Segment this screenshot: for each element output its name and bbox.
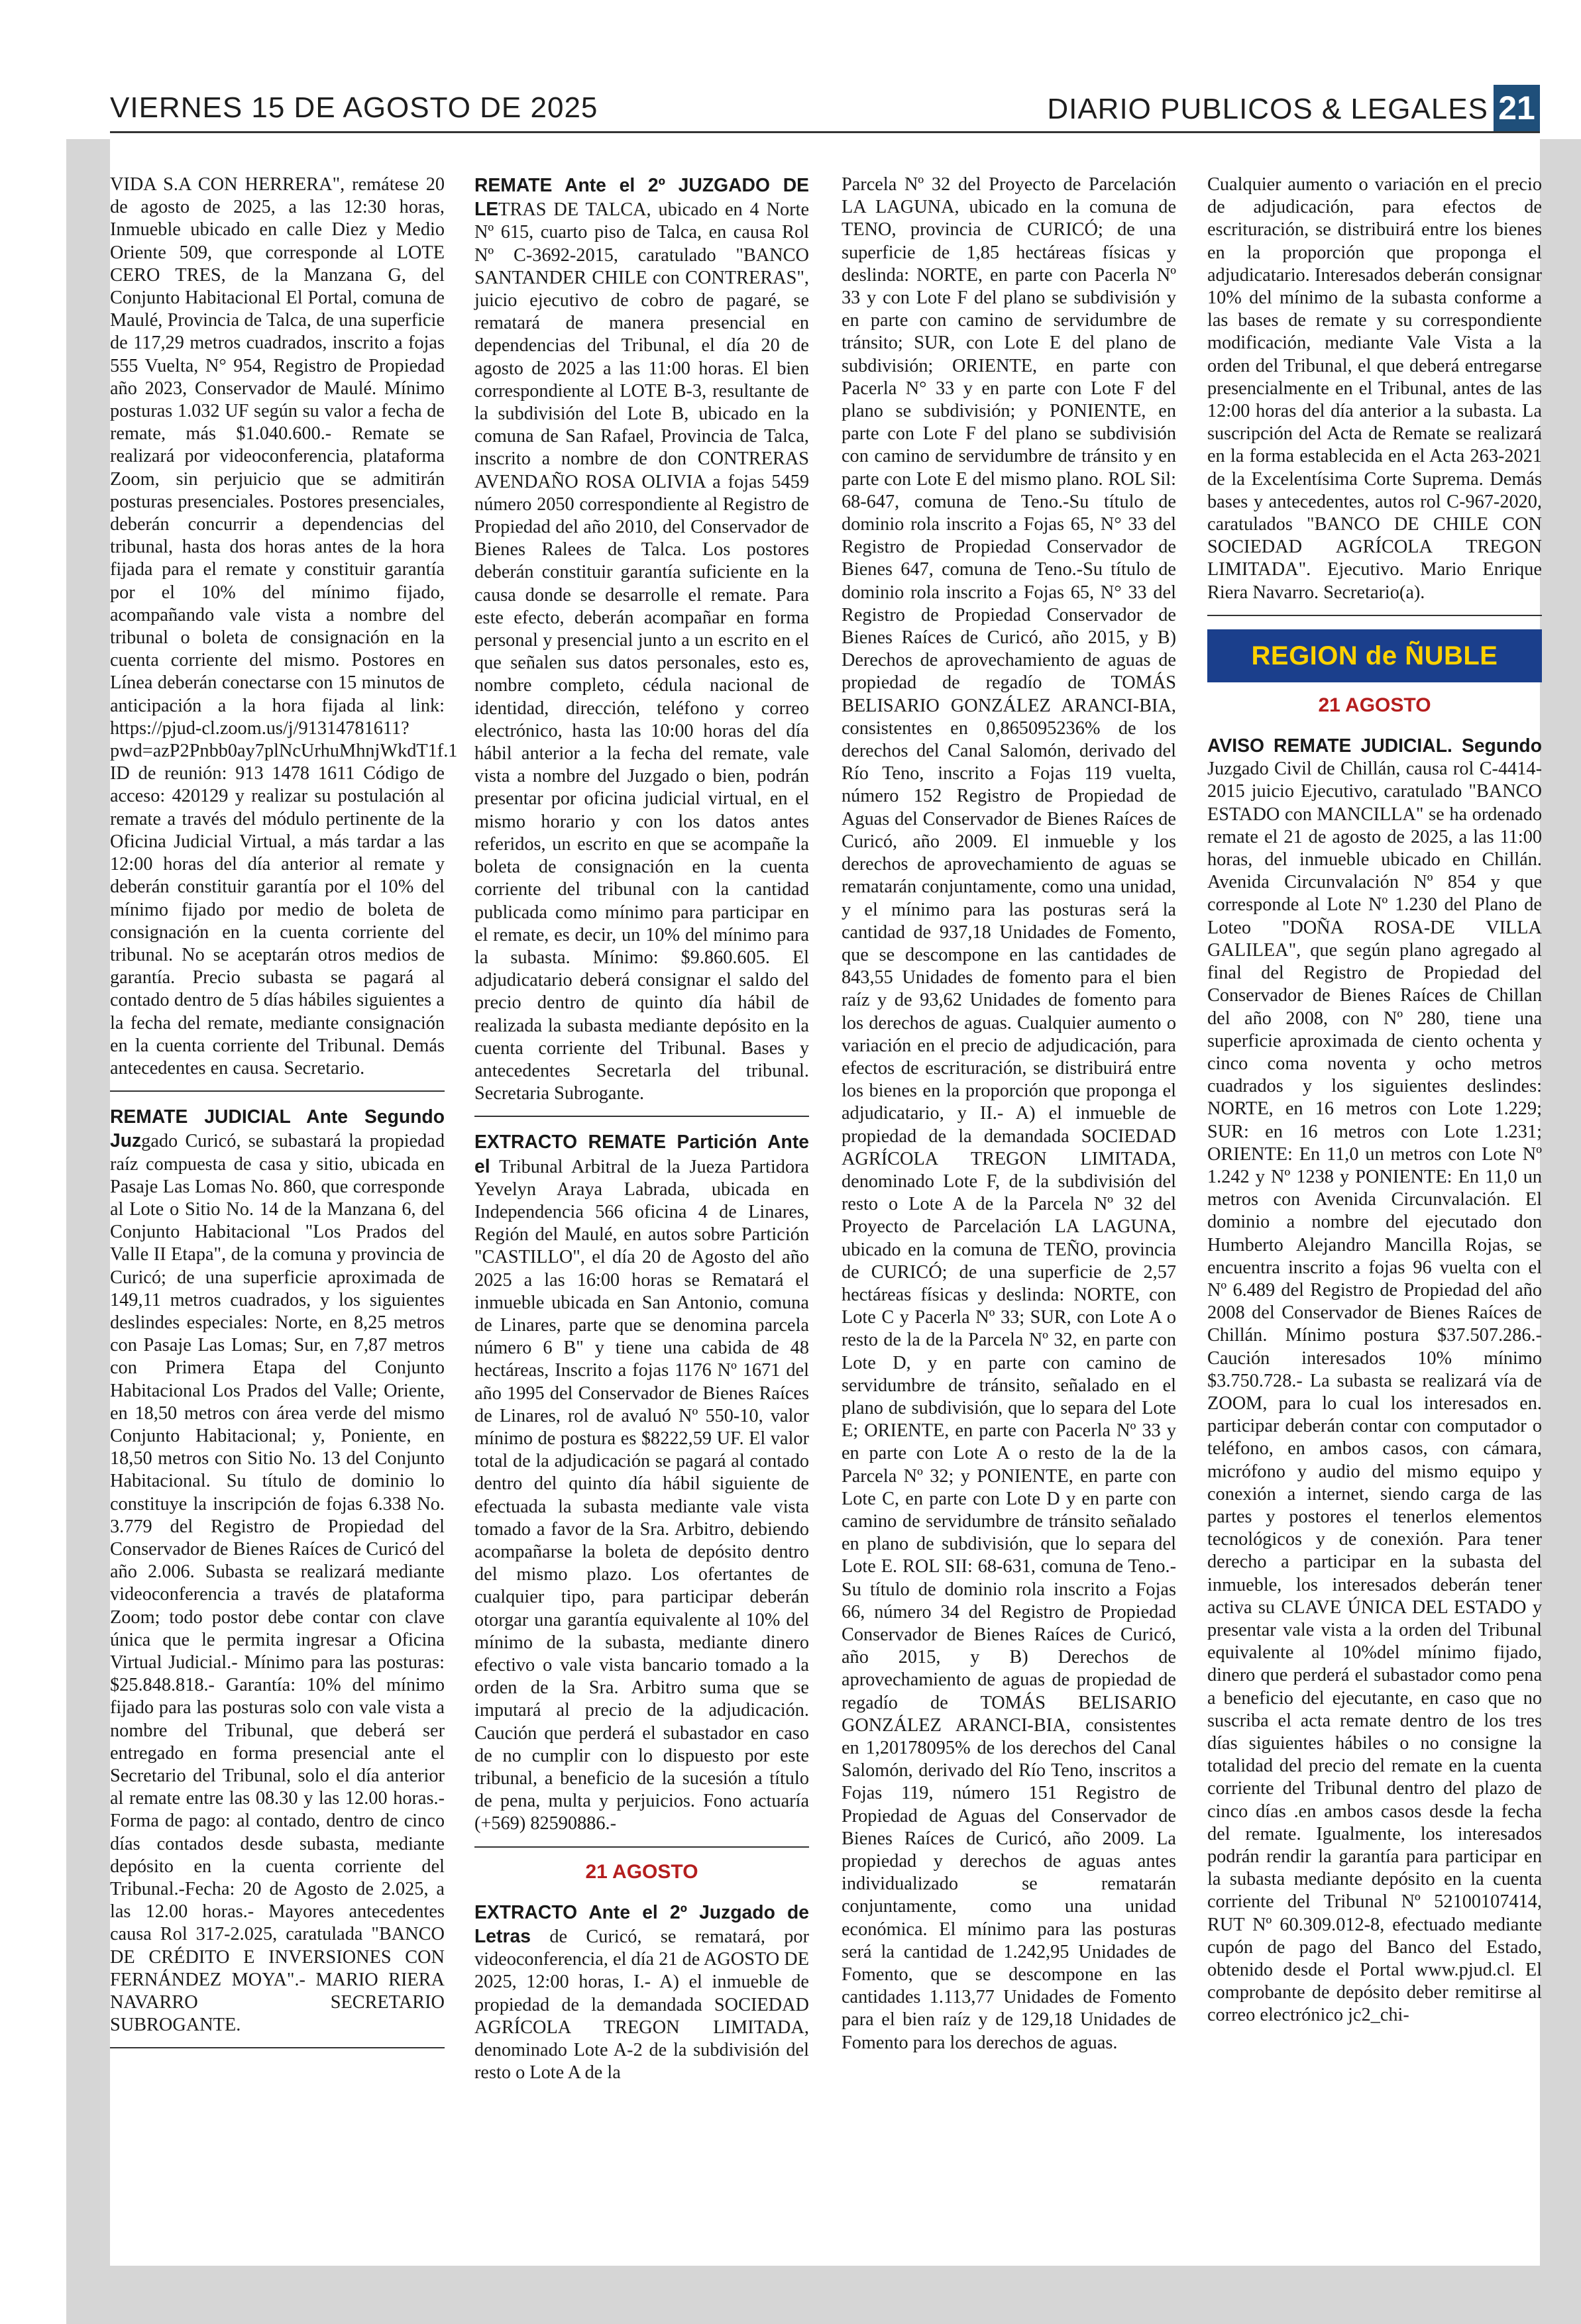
section-date-heading: 21 AGOSTO: [585, 1860, 698, 1883]
column-2: [474, 174, 809, 2092]
notice-lead: EXTRACTO Ante el 2º Juzgado de Letras: [474, 1901, 809, 1947]
notice-body: TRAS DE TALCA, ubicado en 4 Norte Nº 615, cuarto piso de Talca, en causa Rol Nº C-3692-2015, caratulado "BANCO SANTANDER CHILE con CONTRERAS", juicio ejecutivo de cobro de pagaré, se rematará de manera presencial en dependencias del Tribunal, el día 20 de agosto de 2025 a las 11:00 horas. El bien correspondiente al LOTE B-3, resultante de la subdivisión del Lote B, ubicado en la comuna de San Rafael, Provincia de Talca, inscrito a nombre de don CONTRERAS AVENDAÑO ROSA OLIVIA a fojas 5459 número 2050 correspondiente al Registro de Propiedad del año 2010, del Conservador de Bienes Ralees de Talca. Los postores deberán constituir garantía suficiente en la causa donde se desarrolle el remate. Para este efecto, deberán acompañar en forma personal y presencial junto a un escrito en el que señalen sus datos personales, esto es, nombre completo, cédula nacional de identidad, dirección, teléfono y correo electrónico, hasta las 10:00 horas del día hábil anterior a la fecha del remate, vale vista a nombre del Juzgado o bien, podrán presentar por oficina judicial virtual, en el mismo horario y con los datos antes referidos, un escrito en que se acompañe la boleta de consignación en la cuenta corriente del tribunal con la cantidad publicada como mínimo para participar en el remate, es decir, un 10% del mínimo para la subasta. Mínimo: $9.860.605. El adjudicatario deberá consignar el saldo del precio dentro de quinto día hábil de realizada la subasta mediante depósito en la cuenta corriente del Tribunal. Bases y antecedentes Secretarla del tribunal. Secretaria Subrogante.: [474, 199, 809, 1104]
notice-remate-curico: [110, 1105, 445, 2036]
notice-aviso-chillan: [1207, 734, 1542, 2027]
column-1: [110, 174, 458, 2062]
notice-vida-herrera: [110, 174, 458, 1080]
notice-text: [1207, 734, 1542, 2027]
page-header: [110, 85, 1540, 131]
notice-extracto-curico-continued: [842, 174, 1176, 2054]
notice-body: gado Curicó, se subastará la propiedad raíz compuesta de casa y sitio, ubicada en Pasaje Las Lomas No. 860, que corresponde al Lote o Sitio No. 14 de la Manzana 6, del Conjunto Habitacional "Los Prados del Valle II Etapa", de la comuna y provincia de Curicó; de una superficie aproximada de 149,11 metros cuadrados, y los siguientes deslindes especiales: Norte, en 8,25 metros con Pasaje Las Lomas; Sur, en 7,87 metros con Primera Etapa del Conjunto Habitacional Los Prados del Valle; Oriente, en 18,50 metros con área verde del mismo Conjunto Habitacional; y, Poniente, en 18,50 metros con Sitio No. 13 del Conjunto Habitacional. Su título de dominio lo constituye la inscripción de fojas 6.338 No. 3.779 del Registro de Propiedad del Conservador de Bienes Raíces de Curicó del año 2.006. Subasta se realizará mediante videoconferencia a través de plataforma Zoom; todo postor debe contar con clave única que le permita ingresar a Oficina Virtual Judicial.- Mínimo para las posturas: $25.848.818.- Garantía: 10% del mínimo fijado para las posturas solo con vale vista a nombre del Tribunal, que deberá ser entregado en forma presencial ante el Secretario del Tribunal, solo el día anterior al remate entre las 08.30 y las 12.00 horas.- Forma de pago: al contado, dentro de cinco días contados desde subasta, mediante depósito en la cuenta corriente del Tribunal.-Fecha: 20 de Agosto de 2.025, a las 12.00 horas.- Mayores antecedentes causa Rol 317-2.025, caratulada "BANCO DE CRÉDITO E INVERSIONES CON FERNÁNDEZ MOYA".- MARIO RIERA NAVARRO SECRETARIO SUBROGANTE.: [110, 1131, 445, 2036]
notice-lead: REMATE JUDICIAL Ante Segundo Juz: [110, 1106, 445, 1151]
column-3: [842, 174, 1176, 2062]
notice-body: Juzgado Civil de Chillán, causa rol C-4414-2015 juicio Ejecutivo, caratulado "BANCO ESTADO con MANCILLA" se ha ordenado remate el 21 de agosto de 2025, a las 11:00 horas, del inmueble ubicado en Chillán. Avenida Circunvalación Nº 854 y que corresponde al Lote Nº 1.230 del Plano de Loteo "DOÑA ROSA-DE VILLA GALILEA", que según plano agregado al final del Registro de Propiedad del Conservador de Bienes Raíces de Chillan del año 2008, con Nº 280, tiene una superficie aproximada de ciento ochenta y cinco coma noventa y ocho metros cuadrados y los siguientes deslindes: NORTE, en 16 metros con Lote 1.229; SUR: en 16 metros con Lote 1.231; ORIENTE: En 11,0 un metros con Lote Nº 1.242 y Nº 1238 y PONIENTE: En 11,0 un metros con Avenida Circunvalación. El dominio a nombre del ejecutado don Humberto Alejandro Mancilla Rojas, se encuentra inscrito a fojas 96 vuelta con el Nº 6.489 del Registro de Propiedad del año 2008 del Conservador de Bienes Raíces de Chillán. Mínimo postura $37.507.286.- Caución interesados 10% mínimo $3.750.728.- La subasta se realizará vía de ZOOM, para lo cual los interesados en. participar deberán contar con computador o teléfono, en ambos casos, con cámara, micrófono y audio del mismo equipo y conexión a internet, siendo carga de las partes y postores el tenerlos elementos tecnológicos y de conexión. Para tener derecho a participar en la subasta del inmueble, los interesados deberán tener activa su CLAVE ÚNICA DEL ESTADO y presentar vale vista a la orden del Tribunal equivalente al 10%del mínimo fijado, dinero que perderá el subastador como pena a beneficio del ejecutante, en caso que no suscriba el acta remate dentro de los tres días siguientes hábiles o no consigne la totalidad del precio del remate en la cuenta corriente del Tribunal dentro del plazo de cinco días .en ambos casos desde la fecha del remate. Igualmente, los interesados podrán rendir la garantía para participar en la subasta mediante depósito en la cuenta corriente del Tribunal Nº 52100107414, RUT Nº 60.309.012-8, efectuado mediante cupón de pago del Banco del Estado, obtenido desde el Portal www.pjud.cl. El comprobante de depósito deber remitirse al correo electrónico jc2_chi-: [1207, 759, 1542, 2026]
section-date-heading: 21 AGOSTO: [1318, 694, 1431, 716]
notice-text: [474, 174, 809, 1105]
notice-lead: EXTRACTO REMATE Partición Ante el: [474, 1131, 809, 1177]
notice-separator: [474, 1116, 809, 1117]
notice-text: [474, 1901, 809, 2085]
header-publication-title: DIARIO PUBLICOS & LEGALES: [1047, 93, 1488, 125]
notice-body: VIDA S.A CON HERRERA", remátese 20 de agosto de 2025, a las 12:30 horas, Inmueble ubicado en calle Diez y Medio Oriente 509, que corresponde al LOTE CERO TRES, de la Manzana G, del Conjunto Habitacional El Portal, comuna de Maulé, Provincia de Talca, de una superficie de 117,29 metros cuadrados, inscrito a fojas 555 Vuelta, N° 954, Registro de Propiedad año 2023, Conservador de Maulé. Mínimo posturas 1.032 UF según su valor a fecha de remate, más $1.040.600.- Remate se realizará por videoconferencia, plataforma Zoom, sin perjuicio que se admitirán posturas presenciales. Postores presenciales, deberán concurrir a dependencias del tribunal, hasta dos horas antes de la hora fijada para el remate y constituir garantía por el 10% del mínimo fijado, acompañando vale vista a nombre del tribunal o boleta de consignación en la cuenta corriente del mismo. Postores en Línea deberán conectarse con 15 minutos de anticipación a la hora fijada al link: https://pjud-cl.zoom.us/j/91314781611?pwd=azP2Pnbb0ay7plNcUrhuMhnjWkdT1f.1 ID de reunión: 913 1478 1611 Código de acceso: 420129 y realizar su postulación al remate a través del módulo pertinente de la Oficina Judicial Virtual, a más tardar a las 12:00 horas del día anterior al remate y deberán constituir garantía por el 10% del mínimo fijado por medio de boleta de consignación en la cuenta corriente del tribunal. No se aceptarán otros medios de garantía. Precio subasta se pagará al contado dentro de 5 días hábiles siguientes a la fecha del remate, mediante consignación en la cuenta corriente del Tribunal. Demás antecedentes en causa. Secretario.: [110, 174, 458, 1079]
header-date: VIERNES 15 DE AGOSTO DE 2025: [110, 91, 598, 124]
notice-text: [110, 1105, 445, 2036]
notice-body: Tribunal Arbitral de la Jueza Partidora Yevelyn Araya Labrada, ubicada en Independencia 566 oficina 4 de Linares, Región del Maulé, en autos sobre Partición "CASTILLO", el día 20 de Agosto del año 2025 a las 16:00 horas se Rematará el inmueble ubicada en San Antonio, comuna de Linares, parte que se denomina parcela número 6 B" y tiene una cabida de 48 hectáreas, Inscrito a fojas 1176 Nº 1671 del año 1995 del Conservador de Bienes Raíces de Linares, rol de avaluó Nº 550-10, valor mínimo de postura es $8222,59 UF. El valor total de la adjudicación se pagará al contado dentro del quinto día hábil siguiente de efectuada la subasta mediante vale vista tomado a favor de la Sra. Arbitro, debiendo acompañarse la boleta de depósito dentro del mismo plazo. Los ofertantes de cualquier tipo, para participar deberán otorgar una garantía equivalente al 10% del mínimo de la subasta, mediante dinero efectivo o vale vista bancario tomado a la orden de la Sra. Arbitro suma que se imputará al precio de la adjudicación. Caución que perderá el subastador en caso de no cumplir con lo dispuesto por este tribunal, a beneficio de la sucesión a título de pena, multa y perjuicios. Fono actuaría (+569) 82590886.-: [474, 1156, 809, 1834]
notice-separator: [110, 1090, 445, 1092]
notice-separator: [110, 2047, 445, 2048]
notice-body: Cualquier aumento o variación en el precio de adjudicación, para efectos de escrituración, se distribuirá entre los bienes en la proporción que proponga el adjudicatario. Interesados deberán consignar 10% del mínimo de la subasta conforme a las bases de remate y su correspondiente modificación, mediante Vale Vista a la orden del Tribunal, el que deberá entregarse presencialmente en el Tribunal, antes de las 12:00 horas del día anterior a la subasta. La suscripción del Acta de Remate se realizará en la forma establecida en el Acta 263-2021 de la Excelentísima Corte Suprema. Demás bases y antecedentes, autos rol C-967-2020, caratulados "BANCO DE CHILE CON SOCIEDAD AGRÍCOLA TREGON LIMITADA". Ejecutivo. Mario Enrique Riera Navarro. Secretario(a).: [1207, 174, 1542, 603]
notice-body: Parcela Nº 32 del Proyecto de Parcelación LA LAGUNA, ubicado en la comuna de TENO, provincia de CURICÓ; de una superficie de 1,85 hectáreas físicas y deslinda: NORTE, en parte con Pacerla Nº 33 y con Lote F del plano se subdivisión y en parte con camino de servidumbre de tránsito; SUR, con Lote E del plano de subdivisión; ORIENTE, en parte con Pacerla N° 33 y en parte con Lote F del plano se subdivisión; y PONIENTE, en parte con Lote F del plano se subdivisión con camino de servidumbre de tránsito y en parte con Lote E del mismo plano. ROL Sil: 68-647, comuna de Teno.-Su título de dominio rola inscrito a Fojas 65, N° 33 del Registro de Propiedad Conservador de Bienes 647, comuna de Teno.-Su título de dominio rola inscrito a Fojas 65, N° 33 del Registro de Propiedad Conservador de Bienes Raíces de Curicó, año 2015, y B) Derechos de aprovechamiento de aguas de propiedad de regadío de TOMÁS BELISARIO GONZÁLEZ ARANCI-BIA, consistentes en 0,865095236% de los derechos del Canal Salomón, derivado del Río Teno, inscrito a Fojas 119 vuelta, número 152 Registro de Propiedad de Aguas del Conservador de Bienes Raíces de Curicó, año 2009. El inmueble y los derechos de aprovechamiento de aguas se rematarán conjuntamente, como una unidad, y el mínimo para las posturas será la cantidad de 937,18 Unidades de Fomento, que se descompone en las cantidades de 843,55 Unidades de fomento para el bien raíz y de 93,62 Unidades de fomento para los derechos de aguas. Cualquier aumento o variación en el precio de adjudicación, para efectos de escrituración, se distribuirá entre los bienes en la proporción que proponga el adjudicatario, y II.- A) el inmueble de propiedad de la demandada SOCIEDAD AGRÍCOLA TREGON LIMITADA, denominado Lote F, de la subdivisión del resto o Lote A de la Parcela Nº 32 del Proyecto de Parcelación LA LAGUNA, ubicado en la comuna de TEÑO, provincia de CURICÓ; de una superficie de 2,57 hectáreas físicas y deslinda: NORTE, con Lote C y Pacerla Nº 33; SUR, con Lote A o resto de la de la Parcela Nº 32, en parte con Lote D, y en parte con camino de servidumbre de tránsito, señalado en el plano de subdivisión, que lo separa del Lote E; ORIENTE, en parte con Pacerla Nº 33 y en parte con Lote A o resto de la de la Parcela Nº 32; y PONIENTE, en parte con Lote C, en parte con Lote D y en parte con camino de servidumbre de tránsito señalado en plano de subdivisión, que lo separa del Lote E. ROL SII: 68-631, comuna de Teno.- Su título de dominio rola inscrito a Fojas 66, número 34 del Registro de Propiedad Conservador de Bienes Raíces de Curicó, año 2015, y B) Derechos de aprovechamiento de aguas de propiedad de regadío de TOMÁS BELISARIO GONZÁLEZ ARANCI-BIA, consistentes en 1,20178095% de los derechos del Canal Salomón, derivado del Río Teno, inscritos a Fojas 119, número 151 Registro de Propiedad de Aguas del Conservador de Bienes Raíces de Curicó, año 2009. La propiedad y derechos de aguas antes individualizado se rematarán conjuntamente, como una unidad económica. El mínimo para las posturas será la cantidad de 1.242,95 Unidades de Fomento, que se descompone en las cantidades 1.113,77 Unidades de Fomento para el bien raíz y de 129,18 Unidades de Fomento para los derechos de aguas.: [842, 174, 1176, 2053]
column-4: [1207, 174, 1542, 2035]
notice-extracto-curico-end: [1207, 174, 1542, 604]
notice-body: de Curicó, se rematará, por videoconferencia, el día 21 de AGOSTO DE 2025, 12:00 horas, I.- A) el inmueble de propiedad de la demandada SOCIEDAD AGRÍCOLA TREGON LIMITADA, denominado Lote A-2 de la subdivisión del resto o Lote A de la: [474, 1927, 809, 2084]
notice-extracto-particion: [474, 1130, 809, 1835]
notice-separator: [1207, 615, 1542, 616]
header-rule: [110, 131, 1540, 133]
notice-lead: AVISO REMATE JUDICIAL. Segundo: [1207, 735, 1542, 757]
notice-text: [474, 1130, 809, 1835]
notice-extracto-curico: [474, 1901, 809, 2085]
region-banner: REGION de ÑUBLE: [1207, 629, 1542, 682]
page-number-badge: 21: [1494, 85, 1540, 131]
notice-lead: REMATE Ante el 2º JUZGADO DE LE: [474, 174, 809, 220]
notice-remate-talca: [474, 174, 809, 1105]
notice-separator: [474, 1846, 809, 1848]
